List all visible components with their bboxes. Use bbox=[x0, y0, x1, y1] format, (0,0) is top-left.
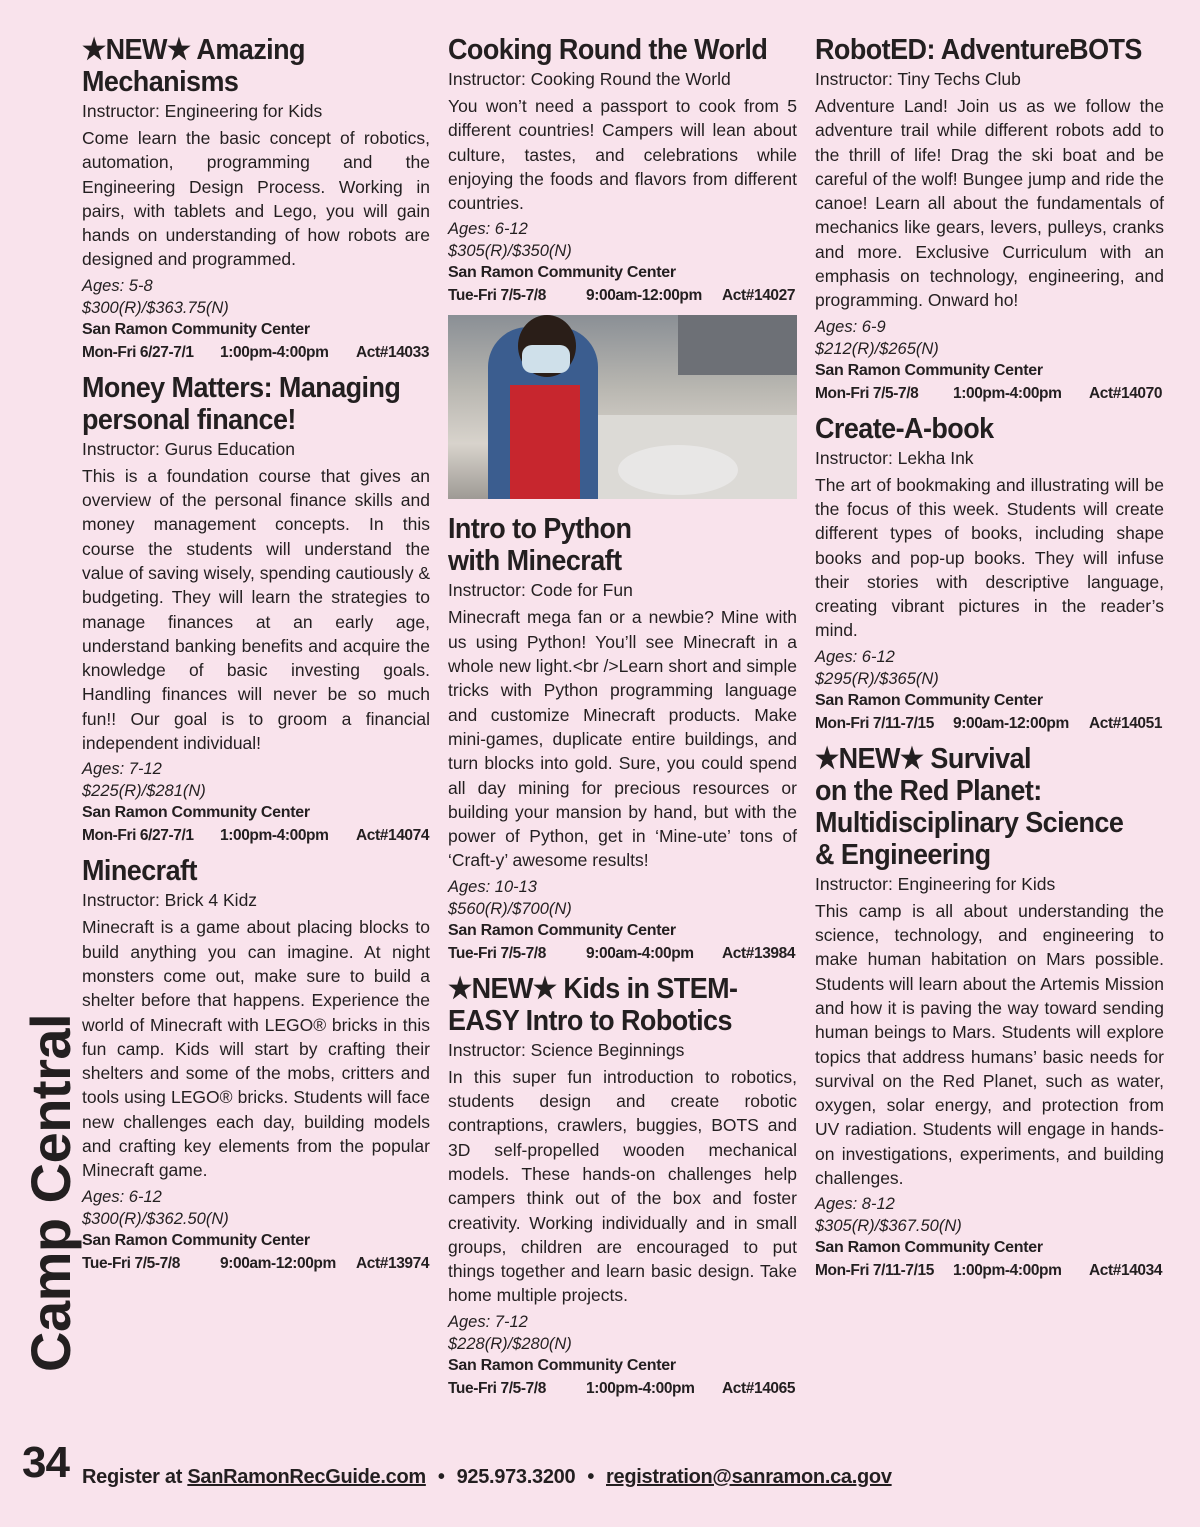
course-listing bbox=[815, 34, 1164, 405]
course-fee: $305(R)/$350(N) bbox=[448, 242, 572, 261]
course-ages: Ages: 6-12 bbox=[448, 220, 528, 239]
course-description: Minecraft mega fan or a newbie? Mine with us using Python! You’ll see Minecraft in a whole new light.<br />Learn short and simple tricks with Python programming language and customize Minecraft products. Make mini-games, duplicate entire buildings, and turn blocks into gold. Sure, you could spend all day mining for precious resources or building your mansion by hand, but with the power of Python, get in ‘Mine-ute’ tons of ‘Craft-y’ awesome results! bbox=[448, 607, 797, 871]
footer-prefix: Register at bbox=[82, 1466, 183, 1488]
course-fee: $295(R)/$365(N) bbox=[815, 669, 939, 688]
course-title: Intro to Python bbox=[448, 513, 632, 546]
course-instructor: Instructor: Brick 4 Kidz bbox=[82, 890, 258, 911]
course-ages: Ages: 10-13 bbox=[448, 877, 537, 896]
course-instructor: Instructor: Code for Fun bbox=[448, 580, 633, 601]
course-description: The art of bookmaking and illustrating will be the focus of this week. Students will create different types of books, including shape books and pop-up books. They will infuse their stories with descriptive language, creating vibrant pictures in the reader’s mind. bbox=[815, 474, 1164, 641]
course-title: & Engineering bbox=[815, 838, 991, 871]
course-activity-number: Act#14034 bbox=[1089, 1262, 1163, 1280]
course-activity-number: Act#14070 bbox=[1089, 384, 1163, 402]
course-description: Adventure Land! Join us as we follow the adventure trail while different robots add to the thrill of life! Drag the ski boat and be careful of the wolf! Bungee jump and ride the canoe! Learn all about the fundamentals of mechanics like gears, levers, pulleys, cranks and more. Exclusive Curriculum with an emphasis on technology, engineering, and programming. Onward ho! bbox=[815, 96, 1164, 311]
page-number: 34 bbox=[22, 1438, 69, 1487]
course-listing bbox=[448, 973, 797, 1400]
section-side-label: Camp Central bbox=[19, 1013, 82, 1372]
course-location: San Ramon Community Center bbox=[815, 361, 1043, 379]
course-activity-number: Act#14074 bbox=[356, 827, 430, 845]
course-title: Money Matters: Managing bbox=[82, 371, 401, 404]
course-title: ★NEW★ Kids in STEM- bbox=[448, 972, 738, 1005]
course-days: Mon-Fri 6/27-7/1 bbox=[82, 343, 194, 361]
course-days: Tue-Fri 7/5-7/8 bbox=[448, 1379, 546, 1397]
course-days: Mon-Fri 6/27-7/1 bbox=[82, 827, 194, 845]
footer bbox=[82, 1466, 892, 1489]
course-ages: Ages: 7-12 bbox=[448, 1312, 528, 1331]
course-days: Tue-Fri 7/5-7/8 bbox=[448, 944, 546, 962]
cooking-photo bbox=[448, 315, 797, 499]
column-1 bbox=[82, 34, 430, 1283]
course-listing bbox=[448, 513, 797, 964]
course-listing bbox=[82, 372, 430, 848]
course-days: Mon-Fri 7/11-7/15 bbox=[815, 714, 934, 732]
course-listing bbox=[82, 855, 430, 1274]
course-schedule bbox=[815, 1259, 1164, 1282]
course-ages: Ages: 8-12 bbox=[815, 1195, 895, 1214]
course-location: San Ramon Community Center bbox=[448, 1356, 676, 1374]
course-activity-number: Act#13984 bbox=[722, 944, 796, 962]
course-description: This camp is all about understanding the science, technology, and engineering to make human habitation on Mars possible. Students will learn about the Artemis Mission and how it is paving the way toward sending human beings to Mars. Students will explore topics that address humans’ basic needs for survival on the Red Planet, such as water, oxygen, solar energy, and protection from UV radiation. Students will engage in hands-on investigations, experiments, and building challenges. bbox=[815, 900, 1164, 1189]
course-instructor: Instructor: Gurus Education bbox=[82, 438, 296, 459]
course-fee: $560(R)/$700(N) bbox=[448, 899, 572, 918]
course-listing bbox=[82, 34, 430, 364]
course-schedule bbox=[82, 341, 430, 364]
course-time: 1:00pm-4:00pm bbox=[953, 384, 1062, 402]
course-description: In this super fun introduction to robotics, students design and create robotic contraptions, crawlers, buggies, BOTS and 3D self-propelled wooden mechanical models. These hands-on challenges help campers think out of the box and foster creativity. Working individually and in small groups, children are encouraged to put things together and learn basic design. Take home multiple projects. bbox=[448, 1066, 797, 1306]
course-title: Mechanisms bbox=[82, 66, 239, 98]
course-fee: $305(R)/$367.50(N) bbox=[815, 1217, 962, 1236]
column-2 bbox=[448, 34, 797, 1408]
column-3 bbox=[815, 34, 1164, 1290]
phone: 925.973.3200 bbox=[456, 1466, 576, 1488]
course-location: San Ramon Community Center bbox=[448, 921, 676, 939]
course-fee: $228(R)/$280(N) bbox=[448, 1334, 572, 1353]
course-time: 9:00am-12:00pm bbox=[586, 287, 702, 305]
course-ages: Ages: 6-9 bbox=[815, 317, 886, 336]
course-schedule bbox=[815, 712, 1164, 735]
course-description: Minecraft is a game about placing blocks to build anything you can imagine. At night monsters come out, make sure to build a shelter before that happens. Experience the world of Minecraft with LEGO® bricks in this fun camp. Kids will start by crafting their shelters and some of the mobs, critters and tools using LEGO® bricks. Students will face new challenges each day, building models and crafting key elements from the popular Minecraft game. bbox=[82, 917, 430, 1181]
course-fee: $225(R)/$281(N) bbox=[82, 782, 206, 801]
course-title: with Minecraft bbox=[448, 545, 622, 578]
course-listing bbox=[815, 743, 1164, 1283]
course-fee: $300(R)/$362.50(N) bbox=[82, 1209, 229, 1228]
course-schedule bbox=[82, 824, 430, 847]
course-instructor: Instructor: Science Beginnings bbox=[448, 1039, 685, 1060]
course-days: Mon-Fri 7/5-7/8 bbox=[815, 384, 919, 402]
course-instructor: Instructor: Engineering for Kids bbox=[815, 873, 1056, 894]
course-location: San Ramon Community Center bbox=[82, 804, 310, 822]
course-activity-number: Act#14051 bbox=[1089, 714, 1163, 732]
email-link[interactable]: registration@sanramon.ca.gov bbox=[606, 1466, 892, 1488]
course-time: 9:00am-12:00pm bbox=[220, 1254, 336, 1272]
course-location: San Ramon Community Center bbox=[82, 1231, 310, 1249]
course-title: Multidisciplinary Science bbox=[815, 806, 1124, 839]
course-description: You won’t need a passport to cook from 5 different countries! Campers will lean about culture, tastes, and celebrations while enjoying the foods and flavors from different countries. bbox=[448, 96, 797, 214]
course-fee: $212(R)/$265(N) bbox=[815, 339, 939, 358]
course-schedule bbox=[448, 1377, 797, 1400]
course-schedule bbox=[448, 284, 797, 307]
course-days: Mon-Fri 7/11-7/15 bbox=[815, 1262, 934, 1280]
course-schedule bbox=[815, 382, 1164, 405]
course-fee: $300(R)/$363.75(N) bbox=[82, 298, 229, 317]
course-days: Tue-Fri 7/5-7/8 bbox=[82, 1254, 180, 1272]
course-ages: Ages: 7-12 bbox=[82, 760, 162, 779]
course-activity-number: Act#14065 bbox=[722, 1379, 796, 1397]
course-title: Minecraft bbox=[82, 855, 197, 888]
course-description: Come learn the basic concept of robotics, automation, programming and the Engineering Design Process. Working in pairs, with tablets and Lego, you will gain hands on understanding of how robots are designed and programmed. bbox=[82, 128, 430, 270]
bullet: • bbox=[587, 1466, 595, 1488]
course-title: Cooking Round the World bbox=[448, 34, 768, 66]
course-time: 9:00am-4:00pm bbox=[586, 944, 694, 962]
course-listing bbox=[448, 34, 797, 307]
course-title: RobotED: AdventureBOTS bbox=[815, 34, 1142, 66]
course-instructor: Instructor: Tiny Techs Club bbox=[815, 69, 1021, 89]
course-location: San Ramon Community Center bbox=[815, 691, 1043, 709]
course-activity-number: Act#14027 bbox=[722, 287, 796, 305]
course-location: San Ramon Community Center bbox=[448, 264, 676, 282]
website-link[interactable]: SanRamonRecGuide.com bbox=[187, 1466, 426, 1488]
course-title: on the Red Planet: bbox=[815, 774, 1042, 807]
course-title: personal finance! bbox=[82, 403, 296, 436]
course-listing bbox=[815, 413, 1164, 735]
course-time: 1:00pm-4:00pm bbox=[220, 343, 329, 361]
course-time: 1:00pm-4:00pm bbox=[953, 1262, 1062, 1280]
course-activity-number: Act#14033 bbox=[356, 343, 430, 361]
course-ages: Ages: 5-8 bbox=[82, 276, 153, 295]
course-title: ★NEW★ Amazing bbox=[82, 34, 305, 66]
course-ages: Ages: 6-12 bbox=[815, 647, 895, 666]
course-time: 1:00pm-4:00pm bbox=[220, 827, 329, 845]
course-schedule bbox=[82, 1252, 430, 1275]
bullet: • bbox=[437, 1466, 445, 1488]
course-location: San Ramon Community Center bbox=[815, 1239, 1043, 1257]
course-location: San Ramon Community Center bbox=[82, 320, 310, 338]
course-time: 1:00pm-4:00pm bbox=[586, 1379, 695, 1397]
course-instructor: Instructor: Lekha Ink bbox=[815, 447, 974, 468]
course-instructor: Instructor: Cooking Round the World bbox=[448, 69, 731, 89]
course-title: ★NEW★ Survival bbox=[815, 742, 1031, 775]
course-title: Create-A-book bbox=[815, 412, 994, 445]
course-time: 9:00am-12:00pm bbox=[953, 714, 1069, 732]
course-title: EASY Intro to Robotics bbox=[448, 1004, 732, 1037]
course-activity-number: Act#13974 bbox=[356, 1254, 430, 1272]
course-schedule bbox=[448, 942, 797, 965]
course-ages: Ages: 6-12 bbox=[82, 1187, 162, 1206]
course-description: This is a foundation course that gives an overview of the personal finance skills and money management concepts. In this course the students will understand the value of saving wisely, spending cautiously & budgeting. They will learn the strategies to manage finances at an early age, understand banking benefits and acquire the knowledge of basic investing goals. Handling finances will never be so much fun!! Our goal is to groom a financial independent individual! bbox=[82, 465, 430, 754]
course-days: Tue-Fri 7/5-7/8 bbox=[448, 287, 546, 305]
course-instructor: Instructor: Engineering for Kids bbox=[82, 101, 323, 121]
